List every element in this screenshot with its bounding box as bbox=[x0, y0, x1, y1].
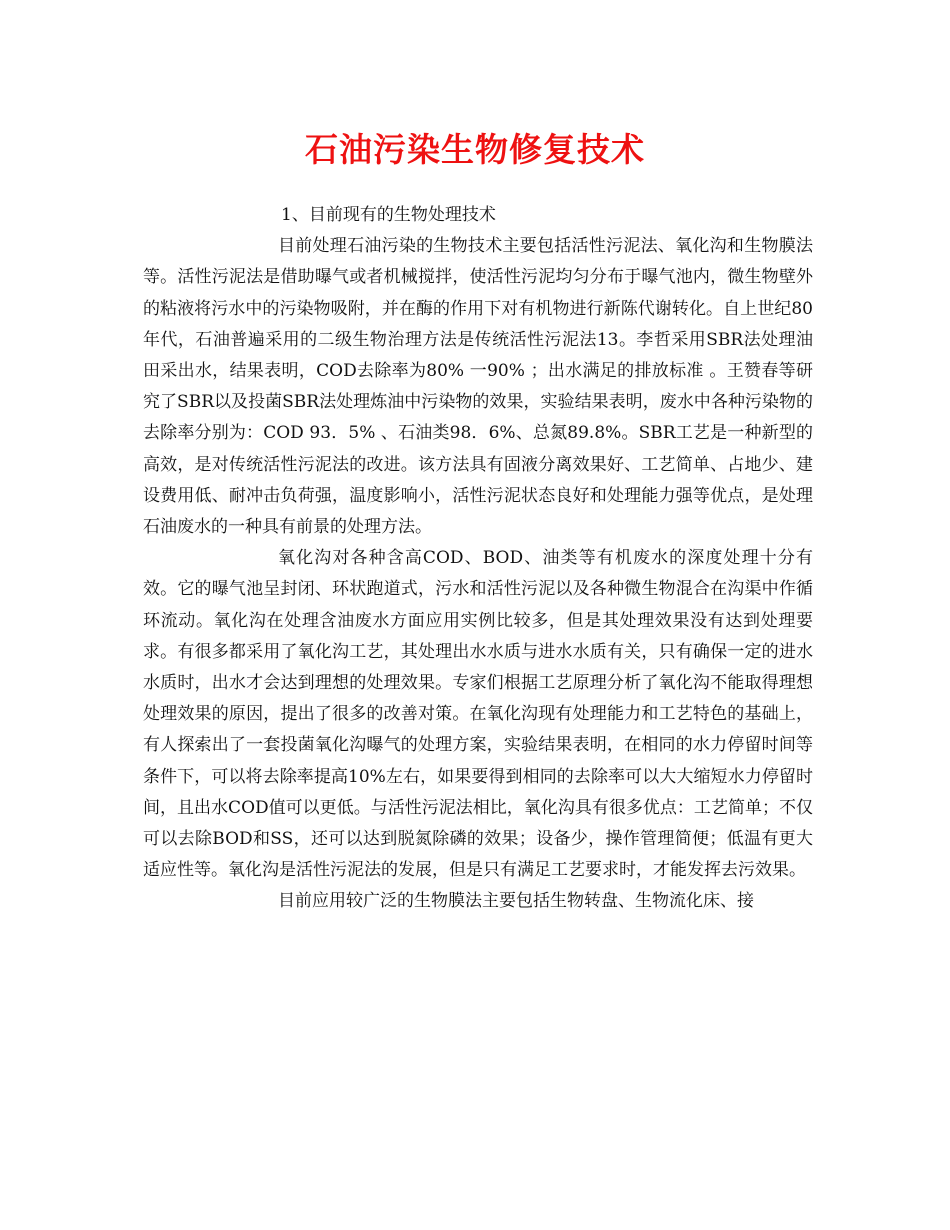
document-body bbox=[143, 200, 813, 918]
document-title: 石油污染生物修复技术 bbox=[305, 130, 645, 169]
paragraph-biofilm: 目前应用较广泛的生物膜法主要包括生物转盘、生物流化床、接 bbox=[278, 891, 754, 912]
paragraph-activated-sludge: 目前处理石油污染的生物技术主要包括活性污泥法、氧化沟和生物膜法等。活性污泥法是借助曝气或者机械搅拌，使活性污泥均匀分布于曝气池内，微生物壁外的粘液将污水中的污染物吸附，并在酶的作用下对有机物进行新陈代谢转化。自上世纪80年代，石油普遍采用的二级生物治理方法是传统活性污泥法13。李哲采用SBR法处理油田采出水，结果表明，COD去除率为80% 一90% ；出水满足的排放标准 。王赞春等研究了SBR以及投菌SBR法处理炼油中污染物的效果，实验结果表明，废水中各种污染物的去除率分别为：COD 93．5% 、石油类98．6%、总氮89.8%。SBR工艺是一种新型的高效，是对传统活性污泥法的改进。该方法具有固液分离效果好、工艺简单、占地少、建设费用低、耐冲击负荷强，温度影响小，活性污泥状态良好和处理能力强等优点，是处理石油废水的一种具有前景的处理方法。 bbox=[143, 236, 813, 538]
section-heading: 1、目前现有的生物处理技术 bbox=[281, 205, 496, 225]
paragraph-oxidation-ditch: 氧化沟对各种含高COD、BOD、油类等有机废水的深度处理十分有效。它的曝气池呈封闭、环状跑道式，污水和活性污泥以及各种微生物混合在沟渠中作循环流动。氧化沟在处理含油废水方面应用实例比较多，但是其处理效果没有达到处理要求。有很多都采用了氧化沟工艺，其处理出水水质与进水水质有关，只有确保一定的进水水质时，出水才会达到理想的处理效果。专家们根据工艺原理分析了氧化沟不能取得理想处理效果的原因，提出了很多的改善对策。在氧化沟现有处理能力和工艺特色的基础上，有人探索出了一套投菌氧化沟曝气的处理方案，实验结果表明，在相同的水力停留时间等条件下，可以将去除率提高10%左右，如果要得到相同的去除率可以大大缩短水力停留时间，且出水COD值可以更低。与活性污泥法相比，氧化沟具有很多优点：工艺简单；不仅可以去除BOD和SS，还可以达到脱氮除磷的效果；设备少，操作管理简便；低温有更大适应性等。氧化沟是活性污泥法的发展，但是只有满足工艺要求时，才能发挥去污效果。 bbox=[143, 548, 813, 881]
